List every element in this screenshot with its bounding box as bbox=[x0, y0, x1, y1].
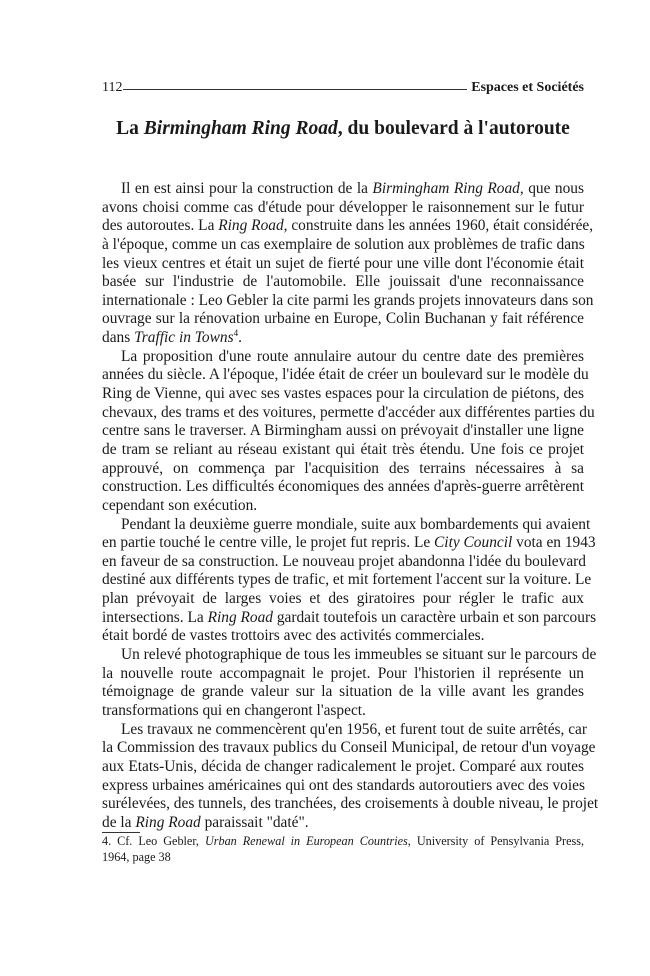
text-run: dans bbox=[102, 329, 135, 347]
text-line bbox=[102, 515, 591, 535]
text-run: témoignage de grande valeur sur la situation de la ville avant les grandes bbox=[102, 683, 584, 701]
italic-text: City Council bbox=[434, 534, 513, 552]
text-run: express urbaines américaines qui ont des standards autoroutiers avec des voies bbox=[102, 776, 585, 794]
footnote bbox=[102, 834, 584, 865]
text-line bbox=[102, 683, 584, 702]
text-run: des autoroutes. La bbox=[102, 217, 219, 235]
text-run: les vieux centres et était un sujet de fierté pour une ville dont l'économie était bbox=[102, 254, 584, 272]
text-line bbox=[102, 534, 596, 553]
text-line bbox=[102, 814, 584, 833]
text-line bbox=[102, 571, 592, 590]
text-line bbox=[102, 403, 595, 423]
text-line bbox=[102, 665, 584, 684]
text-line bbox=[102, 850, 584, 866]
text-run: en faveur de sa construction. Le nouveau projet abandonna l'idée du boulevard bbox=[102, 552, 586, 570]
text-run: de tram se reliant au réseau existant qui était très étendu. Une fois ce projet bbox=[102, 440, 584, 458]
text-line bbox=[102, 366, 589, 385]
text-run: gardait toutefois un caractère urbain et son parcours bbox=[272, 608, 597, 626]
text-run: avons choisi comme cas d'étude pour développer le raisonnement sur le futur bbox=[102, 198, 584, 216]
text-line bbox=[102, 497, 584, 516]
text-run: construction. Les difficultés économiques des années d'après-guerre arrêtèrent bbox=[102, 478, 584, 496]
text-run: aux Etats-Unis, décida de changer radicalement le projet. Comparé aux routes bbox=[102, 757, 584, 775]
italic-text: Urban Renewal in European Countries bbox=[204, 834, 408, 848]
text-run: . bbox=[238, 329, 242, 347]
text-run: La proposition d'une route annulaire autour du centre date des premières bbox=[121, 347, 584, 365]
text-line bbox=[102, 217, 594, 236]
text-line bbox=[102, 255, 584, 274]
text-line bbox=[102, 310, 584, 329]
text-run: cependant son exécution. bbox=[102, 496, 258, 514]
text-run: transformations qui en changeront l'aspect. bbox=[102, 701, 366, 719]
text-line bbox=[102, 329, 584, 348]
journal-title: Espaces et Sociétés bbox=[471, 80, 584, 95]
text-run: était bordé de vastes trottoirs avec des activités commerciales. bbox=[102, 627, 485, 645]
text-line bbox=[102, 199, 584, 218]
text-line bbox=[102, 291, 594, 311]
text-line bbox=[102, 590, 584, 609]
text-run: la Commission des travaux publics du Conseil Municipal, de retour d'un voyage bbox=[102, 739, 596, 757]
text-run: , que nous bbox=[519, 180, 584, 197]
text-run: destiné aux différents types de trafic, et mit fortement l'accent sur la voiture. Le bbox=[102, 571, 592, 589]
text-run: Un relevé photographique de tous les immeubles se situant sur le parcours de bbox=[121, 646, 597, 664]
text-run: de la bbox=[102, 813, 136, 831]
text-run: ouvrage sur la rénovation urbaine en Europe, Colin Buchanan y fait référence bbox=[102, 310, 584, 328]
text-run: Il en est ainsi pour la construction de la bbox=[121, 180, 373, 197]
text-run: Les travaux ne commencèrent qu'en 1956, et furent tout de suite arrêtés, car bbox=[121, 720, 588, 738]
text-line bbox=[102, 180, 584, 199]
text-line bbox=[102, 777, 584, 796]
italic-text: Ring Road bbox=[207, 608, 273, 626]
text-line bbox=[102, 385, 584, 404]
text-run: surélevées, des tunnels, des tranchées, des croisements à double niveau, le projet bbox=[102, 795, 599, 813]
text-line bbox=[102, 720, 588, 740]
text-run: intersections. La bbox=[102, 608, 208, 626]
text-line bbox=[102, 422, 584, 441]
article-section-title bbox=[102, 118, 584, 140]
page-number: 112 bbox=[102, 80, 123, 95]
text-run: , University of Pensylvania Press, bbox=[407, 834, 585, 848]
text-run: , construite dans les années 1960, était considérée, bbox=[283, 217, 594, 235]
text-run: basée sur l'industrie de l'automobile. Elle jouissait d'une reconnaissance bbox=[102, 273, 584, 291]
text-run: 4. Cf. Leo Gebler, bbox=[102, 834, 205, 848]
text-line bbox=[102, 273, 584, 292]
text-run: centre sans le traverser. A Birmingham aussi on prévoyait d'installer une ligne bbox=[102, 422, 584, 440]
text-line bbox=[102, 236, 584, 255]
text-run: années du siècle. A l'époque, l'idée était de créer un boulevard sur le modèle du bbox=[102, 366, 589, 384]
text-line bbox=[102, 441, 584, 460]
text-line bbox=[102, 553, 584, 572]
text-line bbox=[102, 478, 584, 497]
text-run: Pendant la deuxième guerre mondiale, suite aux bombardements qui avaient bbox=[121, 515, 591, 533]
text-line bbox=[102, 627, 584, 646]
text-line bbox=[102, 348, 584, 367]
text-line bbox=[102, 608, 597, 628]
text-line bbox=[102, 460, 584, 479]
text-run: en partie touché le centre ville, le projet fut repris. Le bbox=[102, 534, 435, 552]
text-line bbox=[102, 795, 599, 814]
footnote-rule bbox=[102, 832, 140, 833]
text-run: chevaux, des trams et des voitures, permette d'accéder aux différentes parties du bbox=[102, 403, 595, 421]
text-line bbox=[102, 702, 584, 721]
body-text bbox=[102, 180, 599, 832]
text-run: 1964, page 38 bbox=[102, 849, 171, 864]
text-run: , du boulevard à l'autoroute bbox=[337, 118, 570, 139]
italic-text: Ring Road bbox=[218, 217, 284, 235]
italic-text: Traffic in Towns bbox=[134, 329, 234, 347]
text-run: Ring de Vienne, qui avec ses vastes espaces pour la circulation de piétons, des bbox=[102, 385, 584, 403]
text-line bbox=[102, 834, 584, 850]
italic-text: Birmingham Ring Road bbox=[372, 180, 520, 197]
footnote-marker: 4 bbox=[233, 328, 239, 338]
header-rule bbox=[123, 89, 467, 90]
running-header bbox=[102, 79, 584, 97]
text-run: plan prévoyait de larges voies et des giratoires pour régler le trafic aux bbox=[102, 590, 584, 608]
text-run: paraissait "daté". bbox=[200, 813, 309, 831]
text-run: à l'époque, comme un cas exemplaire de solution aux problèmes de trafic dans bbox=[102, 235, 585, 253]
text-line bbox=[102, 739, 596, 758]
text-line bbox=[102, 646, 597, 665]
text-run: La bbox=[116, 118, 144, 139]
text-line bbox=[102, 758, 584, 777]
text-run: internationale : Leo Gebler la cite parmi les grands projets innovateurs dans son bbox=[102, 291, 594, 309]
text-run: vota en 1943 bbox=[512, 534, 596, 552]
italic-text: Ring Road bbox=[135, 813, 201, 831]
text-run: approuvé, on commença par l'acquisition des terrains nécessaires à sa bbox=[102, 459, 584, 477]
italic-text: Birmingham Ring Road bbox=[143, 118, 338, 139]
text-run: la nouvelle route accompagnait le projet. Pour l'historien il représente un bbox=[102, 664, 584, 682]
